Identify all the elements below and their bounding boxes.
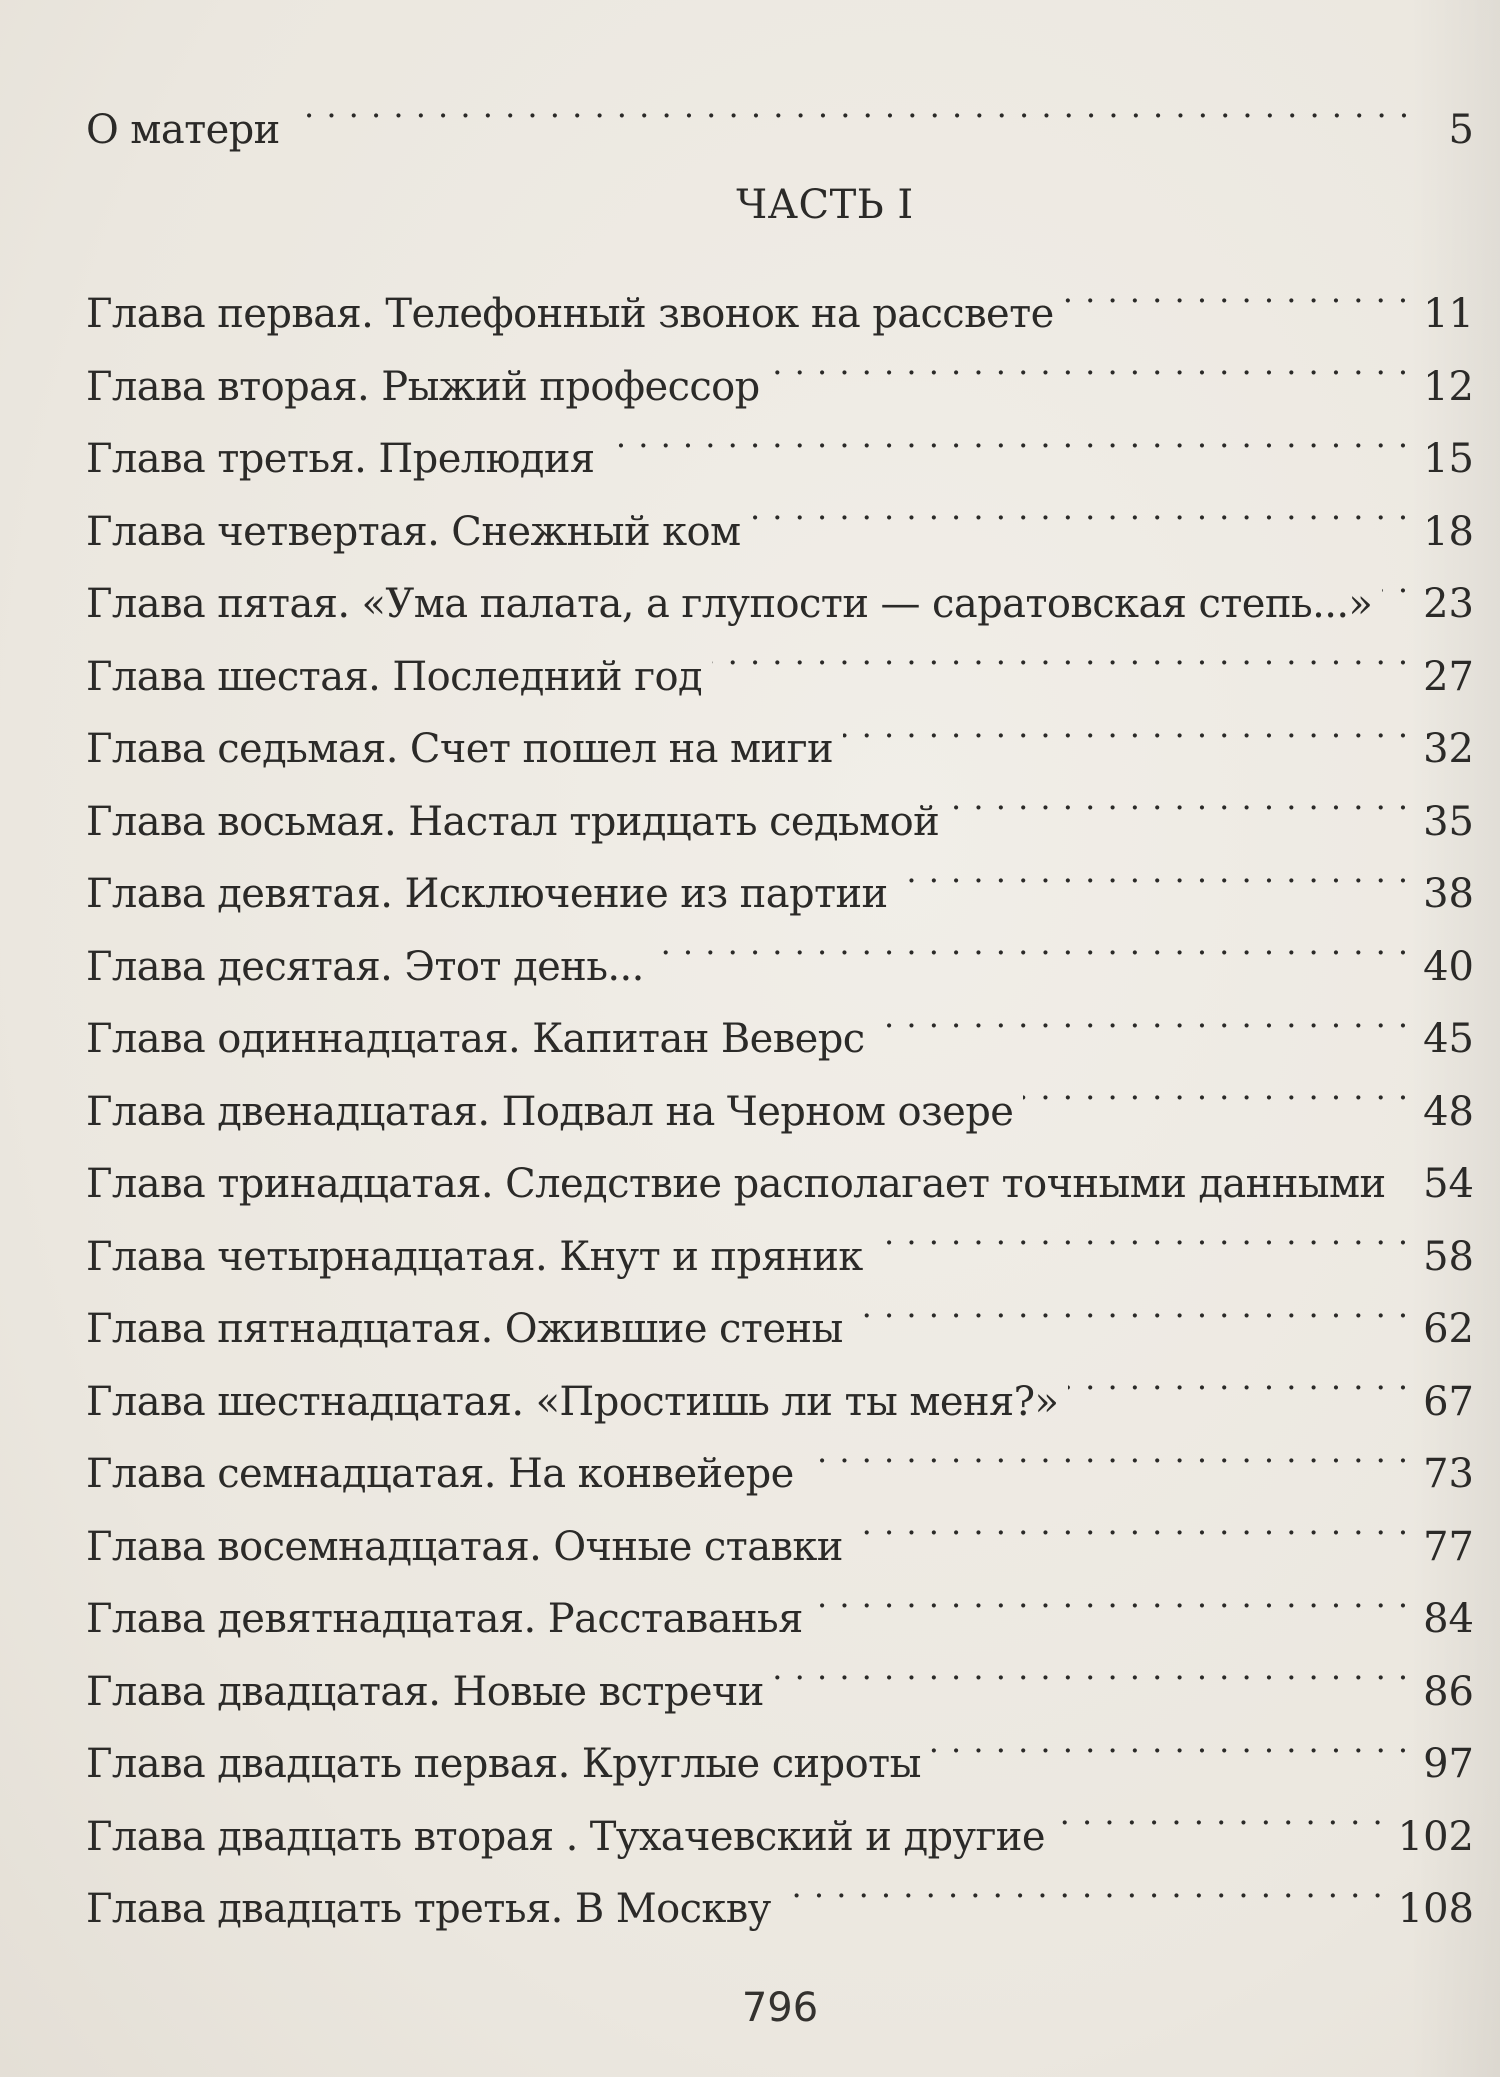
toc-entry-page: 73	[1423, 1451, 1474, 1497]
toc-entry-page: 11	[1423, 291, 1474, 337]
dot-leader	[804, 1415, 1409, 1488]
toc-entry-page: 67	[1423, 1378, 1474, 1425]
toc-entry-title: Глава вторая. Рыжий профессор	[86, 363, 760, 410]
dot-leader	[853, 1270, 1409, 1343]
dot-leader	[751, 472, 1410, 545]
dot-leader	[781, 1850, 1384, 1923]
toc-entry-page: 77	[1423, 1523, 1474, 1570]
toc-entry-title: Глава десятая. Этот день...	[86, 943, 644, 990]
toc-entry-page: 27	[1423, 653, 1474, 700]
toc-entry-page: 62	[1423, 1306, 1474, 1352]
table-of-contents	[86, 70, 1474, 1932]
dot-leader	[1055, 1777, 1384, 1850]
toc-entry-page: 15	[1423, 436, 1474, 482]
dot-leader	[1068, 1342, 1409, 1415]
toc-entry-page: 40	[1423, 943, 1474, 990]
toc-entry-page: 108	[1397, 1886, 1474, 1932]
dot-leader	[898, 835, 1409, 908]
toc-entry-title: Глава третья. Прелюдия	[86, 436, 595, 482]
toc-entry-page: 58	[1423, 1233, 1474, 1280]
toc-entry-page: 32	[1423, 726, 1474, 772]
toc-entry-title: Глава пятнадцатая. Ожившие стены	[86, 1306, 843, 1352]
toc-entry-page: 5	[1448, 106, 1474, 153]
dot-leader	[853, 1487, 1409, 1560]
toc-entry-intro	[86, 70, 1474, 153]
dot-leader	[770, 327, 1409, 400]
toc-entry-title: Глава восемнадцатая. Очные ставки	[86, 1523, 843, 1570]
dot-leader	[1023, 1052, 1409, 1125]
toc-entry-title: Глава пятая. «Ума палата, а глупости — саратовская степь...»	[86, 581, 1373, 627]
toc-entry-title: Глава седьмая. Счет пошел на миги	[86, 726, 834, 772]
dot-leader	[1382, 545, 1409, 618]
dot-leader	[875, 980, 1410, 1053]
toc-entry-page: 23	[1423, 581, 1474, 627]
toc-entry-title: Глава двадцать первая. Круглые сироты	[86, 1741, 921, 1787]
page-number: 796	[741, 1985, 819, 2031]
dot-leader	[1064, 255, 1409, 328]
dot-leader	[712, 617, 1409, 690]
toc-entry-page: 18	[1423, 508, 1474, 555]
toc-entry-page: 48	[1423, 1088, 1474, 1135]
dot-leader	[774, 1632, 1409, 1705]
dot-leader	[1396, 1125, 1409, 1198]
toc-entry-title: Глава двадцать вторая . Тухачевский и другие	[86, 1813, 1045, 1860]
toc-entry-title: Глава шестая. Последний год	[86, 653, 702, 700]
toc-entry-page: 38	[1423, 871, 1474, 917]
toc-entry-title: Глава четвертая. Снежный ком	[86, 508, 741, 555]
toc-entry-title: Глава первая. Телефонный звонок на рассвете	[86, 291, 1054, 337]
dot-leader	[290, 70, 1410, 143]
toc-entry-title: Глава одиннадцатая. Капитан Веверс	[86, 1016, 865, 1062]
toc-entry-title: Глава девятая. Исключение из партии	[86, 871, 888, 917]
toc-entry-page: 102	[1397, 1813, 1474, 1860]
toc-entry-title: Глава шестнадцатая. «Простишь ли ты меня?»	[86, 1378, 1059, 1425]
toc-entry-title: Глава тринадцатая. Следствие располагает точными данными	[86, 1161, 1386, 1207]
part-heading: ЧАСТЬ I	[736, 181, 914, 228]
toc-entry-title: Глава семнадцатая. На конвейере	[86, 1451, 794, 1497]
dot-leader	[813, 1560, 1409, 1633]
toc-entry-title: Глава двенадцатая. Подвал на Черном озере	[86, 1088, 1014, 1135]
toc-entry-page: 12	[1423, 363, 1474, 410]
toc-entry-page: 45	[1423, 1016, 1474, 1062]
toc-entry-title: Глава двадцатая. Новые встречи	[86, 1668, 764, 1715]
toc-entry-page: 86	[1423, 1668, 1474, 1715]
toc-entry-page: 54	[1423, 1161, 1474, 1207]
dot-leader	[605, 400, 1410, 473]
toc-entry-page: 35	[1423, 798, 1474, 845]
toc-entry-page: 84	[1423, 1596, 1474, 1642]
toc-entry-title: Глава двадцать третья. В Москву	[86, 1886, 771, 1932]
toc-entry-title: Глава восьмая. Настал тридцать седьмой	[86, 798, 940, 845]
dot-leader	[843, 690, 1409, 763]
toc-entry-page: 97	[1423, 1741, 1474, 1787]
dot-leader	[873, 1197, 1409, 1270]
toc-entry-title: Глава девятнадцатая. Расставанья	[86, 1596, 803, 1642]
toc-entry	[86, 255, 1474, 337]
dot-leader	[654, 907, 1409, 980]
chapter-list	[86, 255, 1474, 1932]
toc-entry-title: Глава четырнадцатая. Кнут и пряник	[86, 1233, 863, 1280]
dot-leader	[931, 1705, 1409, 1778]
dot-leader	[949, 762, 1409, 835]
toc-entry-title: О матери	[86, 106, 280, 153]
